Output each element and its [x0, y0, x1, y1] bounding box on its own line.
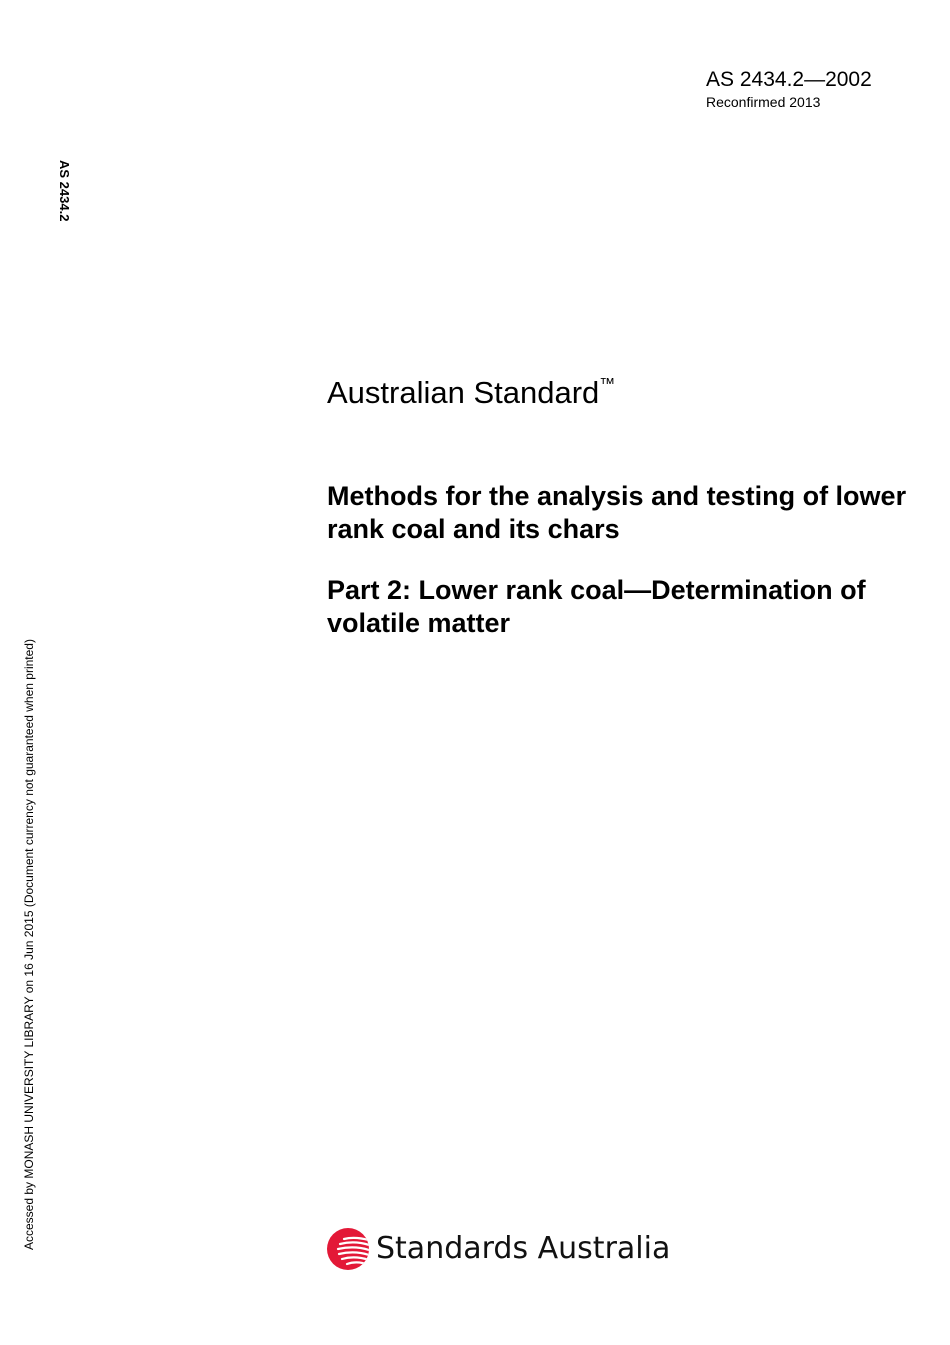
publisher-brand — [326, 1226, 670, 1272]
series-title — [327, 374, 615, 412]
part-title: Part 2: Lower rank coal—Determination of volatile matter — [327, 575, 866, 638]
standards-australia-logo-icon — [326, 1227, 370, 1271]
spine-label: AS 2434.2 — [57, 160, 72, 222]
document-title: Methods for the analysis and testing of lower rank coal and its chars — [327, 481, 907, 544]
standard-number: AS 2434.2—2002 — [706, 68, 872, 91]
access-note: Accessed by MONASH UNIVERSITY LIBRARY on 16 Jun 2015 (Document currency not guaranteed when printed) — [22, 639, 36, 1250]
series-name: Australian Standard — [327, 375, 600, 410]
publisher-name: Standards Australia — [376, 1231, 671, 1266]
reconfirmed-date: Reconfirmed 2013 — [706, 94, 821, 110]
trademark-symbol: ™ — [599, 376, 616, 393]
